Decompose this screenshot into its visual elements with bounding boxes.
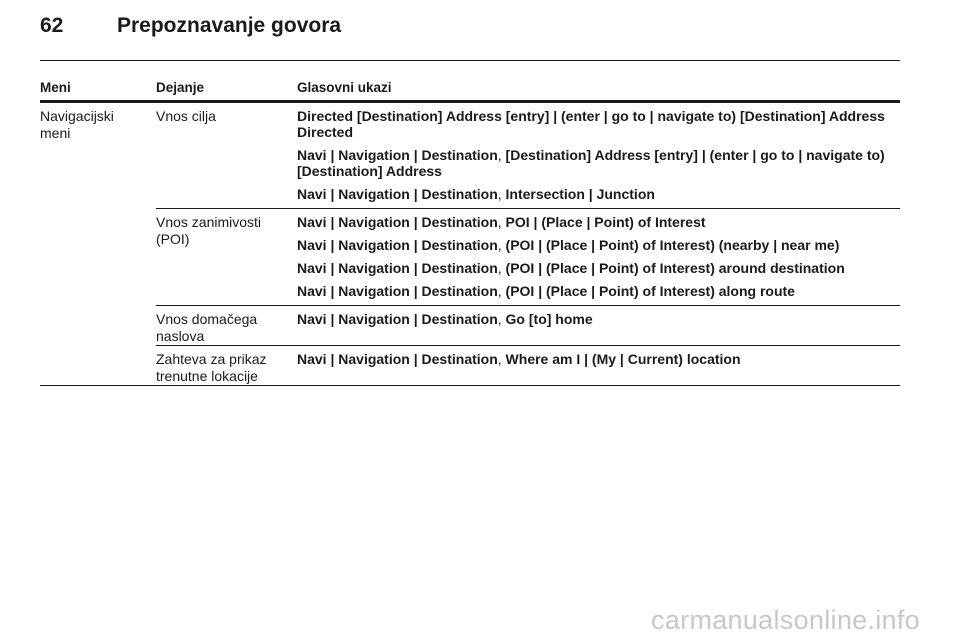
table-row (156, 346, 900, 385)
commands-cell (297, 209, 900, 305)
voice-command: Navi | Navigation | Destination, (POI | (Place | Point) of Interest) around destination (297, 260, 845, 276)
voice-command: Navi | Navigation | Destination, Go [to] home (297, 311, 593, 327)
page-header (40, 14, 900, 50)
action-cell: Vnos zanimivosti (POI) (156, 214, 262, 247)
voice-command: Navi | Navigation | Destination, (POI | (Place | Point) of Interest) along route (297, 283, 795, 299)
watermark: carmanualsonline.info (651, 605, 920, 635)
page-number: 62 (40, 14, 64, 37)
page-title: Prepoznavanje govora (117, 14, 342, 37)
menu-cell: Navigacijski meni (40, 108, 114, 141)
column-header-menu: Meni (40, 80, 71, 95)
column-header-action: Dejanje (156, 80, 205, 95)
voice-command: Navi | Navigation | Destination, POI | (Place | Point) of Interest (297, 214, 706, 230)
column-header-voice-commands: Glasovni ukazi (297, 80, 392, 95)
table-header-row (40, 80, 900, 103)
voice-command: Navi | Navigation | Destination, [Destination] Address [entry] | (enter | go to | navigate to) [Destination] Address (297, 147, 885, 179)
table-row (156, 209, 900, 306)
header-divider (40, 60, 900, 61)
action-cell: Vnos domačega naslova (156, 311, 258, 344)
table-row (156, 103, 900, 209)
table-group-navigation-menu (40, 103, 900, 386)
action-cell: Zahteva za prikaz trenutne lokacije (156, 351, 267, 384)
voice-command: Navi | Navigation | Destination, Intersection | Junction (297, 186, 655, 202)
commands-cell (297, 346, 900, 385)
commands-cell (297, 306, 900, 345)
action-cell: Vnos cilja (156, 108, 216, 124)
voice-command: Directed [Destination] Address [entry] | (enter | go to | navigate to) [Destination] Address Directed (297, 108, 885, 140)
commands-cell (297, 103, 900, 208)
table-row (156, 306, 900, 346)
voice-command: Navi | Navigation | Destination, (POI | (Place | Point) of Interest) (nearby | near me) (297, 237, 840, 253)
voice-command: Navi | Navigation | Destination, Where am I | (My | Current) location (297, 351, 741, 367)
voice-commands-table (40, 80, 900, 386)
